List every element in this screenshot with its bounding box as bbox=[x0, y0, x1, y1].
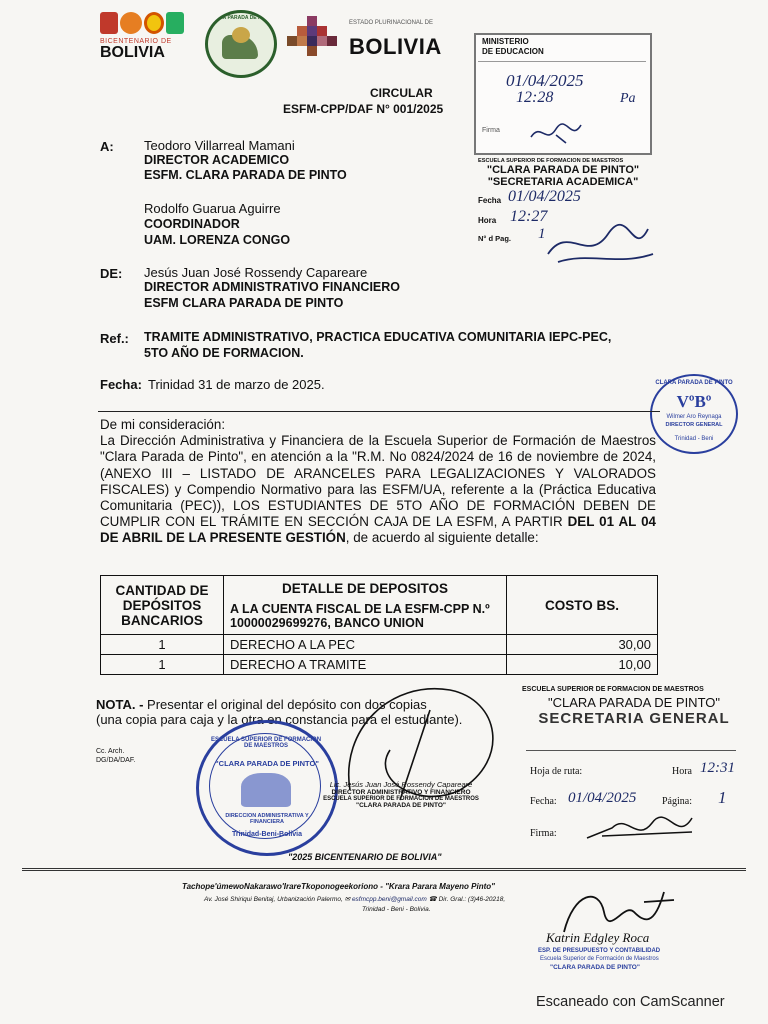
mail-icon: ✉ bbox=[344, 896, 351, 903]
general-firma-label: Firma: bbox=[530, 828, 557, 839]
vobo-center: VºBº bbox=[676, 392, 712, 411]
body-text-bold: DEL 01 AL 04 DE ABRIL DE LA PRESENTE GESTIÓN bbox=[100, 514, 656, 546]
signer-role: DIRECTOR ADMINISTRATIVO Y FINANCIERO bbox=[331, 789, 471, 796]
round-seal-place: Trinidad-Beni-Bolivia bbox=[231, 831, 302, 838]
academic-fecha-label: Fecha bbox=[478, 196, 502, 205]
vobo-name: Wilmer Aro Reynaga bbox=[666, 414, 722, 420]
footer-bicentenario: "2025 BICENTENARIO DE BOLIVIA" bbox=[288, 852, 442, 862]
footer-phone: Dir. Gral.: (3)46-20218, bbox=[438, 896, 506, 903]
ministry-reception-stamp bbox=[474, 33, 652, 155]
round-seal-ring-top: ESCUELA SUPERIOR DE FORMACION DE MAESTROS bbox=[210, 737, 322, 749]
general-fecha-label: Fecha: bbox=[530, 796, 557, 807]
header-cost: COSTO BS. bbox=[507, 576, 658, 635]
general-pagina-value: 1 bbox=[718, 788, 727, 807]
header-detail-account: A LA CUENTA FISCAL DE LA ESFM-CPP N.º 10000029699276, BANCO UNION bbox=[230, 601, 490, 630]
signer-name: Lic. Jesús Juan José Rossendy Capareare bbox=[329, 780, 473, 789]
signature-block bbox=[316, 780, 486, 809]
bicentenario-bolivia: BOLIVIA bbox=[100, 44, 165, 61]
academic-stamp-line3: "SECRETARIA ACADEMICA" bbox=[487, 176, 639, 188]
reception-initials: Pa bbox=[620, 91, 636, 106]
header-detail bbox=[224, 576, 507, 635]
general-hora-value: 12:31 bbox=[700, 760, 735, 776]
footer-email: esfmcpp.beni@gmail.com bbox=[351, 896, 427, 903]
academic-fecha-value: 01/04/2025 bbox=[508, 188, 581, 205]
header-detail-title: DETALLE DE DEPOSITOS bbox=[281, 580, 449, 596]
to-p2-name: Rodolfo Guarua Aguirre bbox=[144, 201, 281, 216]
row-detail: DERECHO A TRAMITE bbox=[224, 655, 507, 675]
reception-stamp-line1: MINISTERIO bbox=[482, 37, 529, 46]
reception-firma-label: Firma bbox=[482, 127, 500, 134]
body-text-end: , de acuerdo al siguiente detalle: bbox=[345, 530, 539, 546]
budget-line2: Escuela Superior de Formación de Maestros bbox=[540, 956, 659, 962]
round-seal-ring-bottom: DIRECCION ADMINISTRATIVA Y FINANCIERA bbox=[225, 813, 309, 825]
general-stamp-line2: "CLARA PARADA DE PINTO" bbox=[547, 695, 721, 710]
signer-inst2: "CLARA PARADA DE PINTO" bbox=[356, 802, 446, 809]
academic-secretary-stamp bbox=[478, 158, 648, 258]
body-paragraph bbox=[100, 433, 656, 546]
from-role: DIRECTOR ADMINISTRATIVO FINANCIERO bbox=[144, 280, 401, 294]
greeting: De mi consideración: bbox=[100, 417, 226, 432]
letter-body bbox=[100, 417, 656, 547]
academic-signature bbox=[538, 214, 658, 274]
table-header-row bbox=[101, 576, 658, 635]
ref-line1: TRAMITE ADMINISTRATIVO, PRACTICA EDUCATIVA COMUNITARIA IEPC-PEC, bbox=[144, 330, 612, 344]
general-pagina-label: Página: bbox=[662, 796, 692, 807]
footer-separator bbox=[22, 868, 746, 871]
row-qty: 1 bbox=[101, 655, 224, 675]
ref-line2: 5TO AÑO DE FORMACION. bbox=[144, 346, 304, 360]
to-p2-inst: UAM. LORENZA CONGO bbox=[144, 233, 291, 247]
to-p1-role: DIRECTOR ACADEMICO bbox=[144, 153, 290, 167]
reception-date: 01/04/2025 bbox=[506, 71, 584, 90]
footer-address-line bbox=[204, 895, 505, 903]
ministry-mosaic-icon bbox=[285, 16, 345, 60]
vobo-role: DIRECTOR GENERAL bbox=[665, 422, 723, 428]
general-stamp-line1: ESCUELA SUPERIOR DE FORMACION DE MAESTROS bbox=[522, 686, 704, 693]
row-detail: DERECHO A LA PEC bbox=[224, 635, 507, 655]
reception-stamp-line2: DE EDUCACION bbox=[482, 47, 544, 56]
to-p1-inst: ESFM. CLARA PARADA DE PINTO bbox=[144, 168, 347, 182]
footer-city: Trinidad - Beni - Bolivia. bbox=[362, 906, 431, 913]
row-qty: 1 bbox=[101, 635, 224, 655]
academic-stamp-line1: ESCUELA SUPERIOR DE FORMACION DE MAESTROS bbox=[478, 158, 624, 164]
general-hoja-label: Hoja de ruta: bbox=[530, 766, 583, 777]
general-secretary-stamp bbox=[522, 686, 746, 846]
camscanner-watermark: Escaneado con CamScanner bbox=[536, 994, 725, 1010]
ministry-bolivia: BOLIVIA bbox=[349, 34, 442, 59]
from-name: Jesús Juan José Rossendy Capareare bbox=[144, 265, 368, 280]
reception-signature bbox=[526, 117, 606, 147]
general-hora-label: Hora bbox=[672, 766, 692, 777]
budget-line3: "CLARA PARADA DE PINTO" bbox=[550, 964, 640, 971]
deposits-table bbox=[100, 575, 658, 675]
esfm-seal-logo bbox=[205, 10, 277, 78]
academic-hora-value: 12:27 bbox=[510, 208, 548, 225]
academic-hora-label: Hora bbox=[478, 216, 497, 225]
academic-pag-value: 1 bbox=[538, 226, 546, 242]
header-qty: CANTIDAD DE DEPÓSITOS BANCARIOS bbox=[101, 576, 224, 635]
esfm-seal-label: CLARA PARADA DE PINTO bbox=[208, 15, 274, 21]
budget-name: Katrin Edgley Roca bbox=[546, 930, 650, 945]
vobo-ring-text: CLARA PARADA DE PINTO bbox=[655, 380, 733, 386]
body-text-main: La Dirección Administrativa y Financiera de la Escuela Superior de Formación de Maestros "Clara Parada de Pinto", en atención a la "R.M. No 0824/2024 de 16 de noviembre de 2024, (ANEXO III – LISTADO DE ARANCELES PARA LEGALIZACIONES Y VALORADOS FISCALES) y Compendio Normativo para las ESFM/UA, referente a la (Práctica Educativa Comunitaria (PEC)), LOS ESTUDIANTES DE 5TO AÑO DE FORMACIÓN DEBEN DE CUMPLIR CON EL TRÁMITE EN SECCIÓN CAJA DE LA ESFM, A PARTIR bbox=[100, 433, 656, 530]
reception-time: 12:28 bbox=[516, 89, 554, 106]
date-label: Fecha: bbox=[100, 377, 142, 392]
academic-stamp-line2: "CLARA PARADA DE PINTO" bbox=[486, 164, 640, 176]
footer-address: Av. José Shiriqui Benitaj, Urbanización Palermo, bbox=[204, 896, 343, 903]
budget-stamp bbox=[524, 882, 684, 974]
circular-title: CIRCULAR bbox=[370, 86, 433, 100]
round-seal-inner: "CLARA PARADA DE PINTO" bbox=[215, 759, 319, 768]
ministry-caption: ESTADO PLURINACIONAL DE bbox=[349, 20, 434, 26]
ref-label: Ref.: bbox=[100, 331, 129, 346]
note-line2: (una copia para caja y la otra en constancia para el estudiante). bbox=[96, 712, 463, 727]
row-cost: 30,00 bbox=[507, 635, 658, 655]
bicentenario-logo bbox=[100, 12, 188, 70]
general-stamp-line3: SECRETARIA GENERAL bbox=[538, 710, 730, 727]
budget-line1: ESP. DE PRESUPUESTO Y CONTABILIDAD bbox=[538, 948, 661, 954]
note-line1: Presentar el original del depósito con dos copias bbox=[147, 697, 427, 712]
general-fecha-value: 01/04/2025 bbox=[568, 790, 637, 806]
from-label: DE: bbox=[100, 266, 123, 281]
row-cost: 10,00 bbox=[507, 655, 658, 675]
to-p2-role: COORDINADOR bbox=[144, 217, 240, 231]
to-p1-name: Teodoro Villarreal Mamani bbox=[144, 138, 295, 153]
ministry-logo bbox=[285, 12, 463, 64]
date-separator bbox=[98, 411, 660, 412]
cc-line1: Cc. Arch. bbox=[96, 748, 125, 755]
vobo-place: Trinidad - Beni bbox=[674, 436, 714, 442]
bicentenario-text: BICENTENARIO DE bbox=[100, 38, 172, 45]
round-seal-emblem-icon bbox=[241, 773, 291, 807]
table-row bbox=[101, 635, 658, 655]
academic-pag-label: N° d Pag. bbox=[478, 234, 512, 243]
to-label: A: bbox=[100, 139, 114, 154]
phone-icon: ☎ bbox=[428, 896, 437, 903]
footer-motto: Tachope'úmewoNakarawo'IrareTkoponogeekoriono - "Krara Parara Mayeno Pinto" bbox=[182, 882, 495, 891]
circular-number: ESFM-CPP/DAF N° 001/2025 bbox=[283, 102, 444, 116]
signer-inst: ESCUELA SUPERIOR DE FORMACION DE MAESTROS bbox=[323, 796, 479, 802]
general-signature bbox=[582, 808, 702, 848]
date-value: Trinidad 31 de marzo de 2025. bbox=[148, 377, 325, 392]
cc-line2: DG/DA/DAF. bbox=[96, 757, 136, 764]
from-inst: ESFM CLARA PARADA DE PINTO bbox=[144, 296, 344, 310]
note-label: NOTA. - bbox=[96, 697, 144, 712]
bicentenario-mark bbox=[100, 12, 188, 36]
vobo-stamp bbox=[650, 374, 738, 454]
